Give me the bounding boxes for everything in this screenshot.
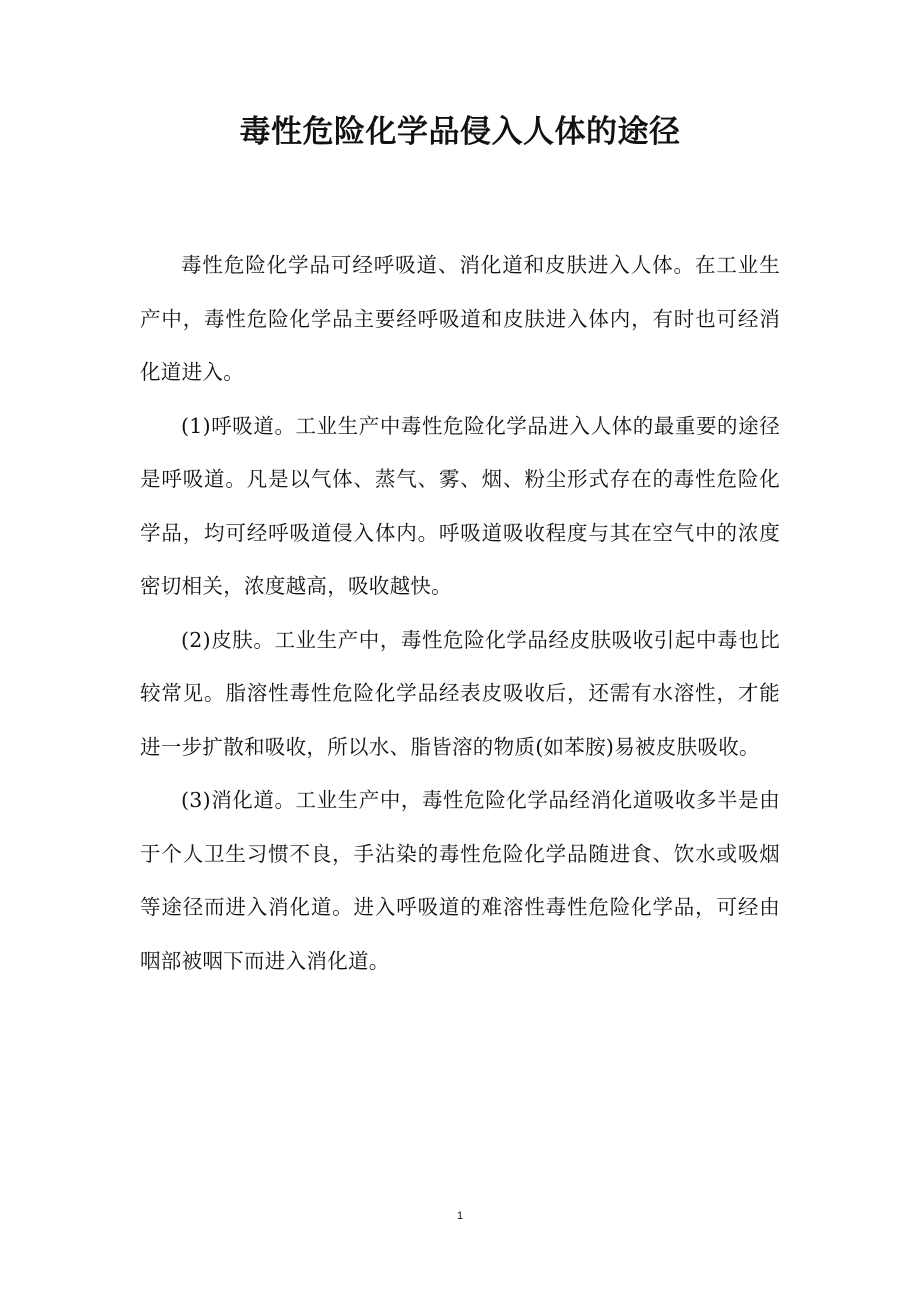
document-title: 毒性危险化学品侵入人体的途径 <box>239 114 681 150</box>
paragraph-digestive-tract: (3)消化道。工业生产中，毒性危险化学品经消化道吸收多半是由于个人卫生习惯不良，手沾染的毒性危险化学品随进食、饮水或吸烟等途径而进入消化道。进入呼吸道的难溶性毒性危险化学品，可经由咽部被咽下而进入消化道。 <box>140 788 780 973</box>
paragraph-respiratory-tract: (1)呼吸道。工业生产中毒性危险化学品进入人体的最重要的途径是呼吸道。凡是以气体、蒸气、雾、烟、粉尘形式存在的毒性危险化学品，均可经呼吸道侵入体内。呼吸道吸收程度与其在空气中的浓度密切相关，浓度越高，吸收越快。 <box>140 413 780 598</box>
paragraph-intro: 毒性危险化学品可经呼吸道、消化道和皮肤进入人体。在工业生产中，毒性危险化学品主要经呼吸道和皮肤进入体内，有时也可经消化道进入。 <box>140 253 780 384</box>
page-number: 1 <box>456 1210 464 1222</box>
document-body <box>140 239 780 988</box>
paragraph-skin: (2)皮肤。工业生产中，毒性危险化学品经皮肤吸收引起中毒也比较常见。脂溶性毒性危险化学品经表皮吸收后，还需有水溶性，才能进一步扩散和吸收，所以水、脂皆溶的物质(如苯胺)易被皮肤吸收。 <box>140 627 780 759</box>
